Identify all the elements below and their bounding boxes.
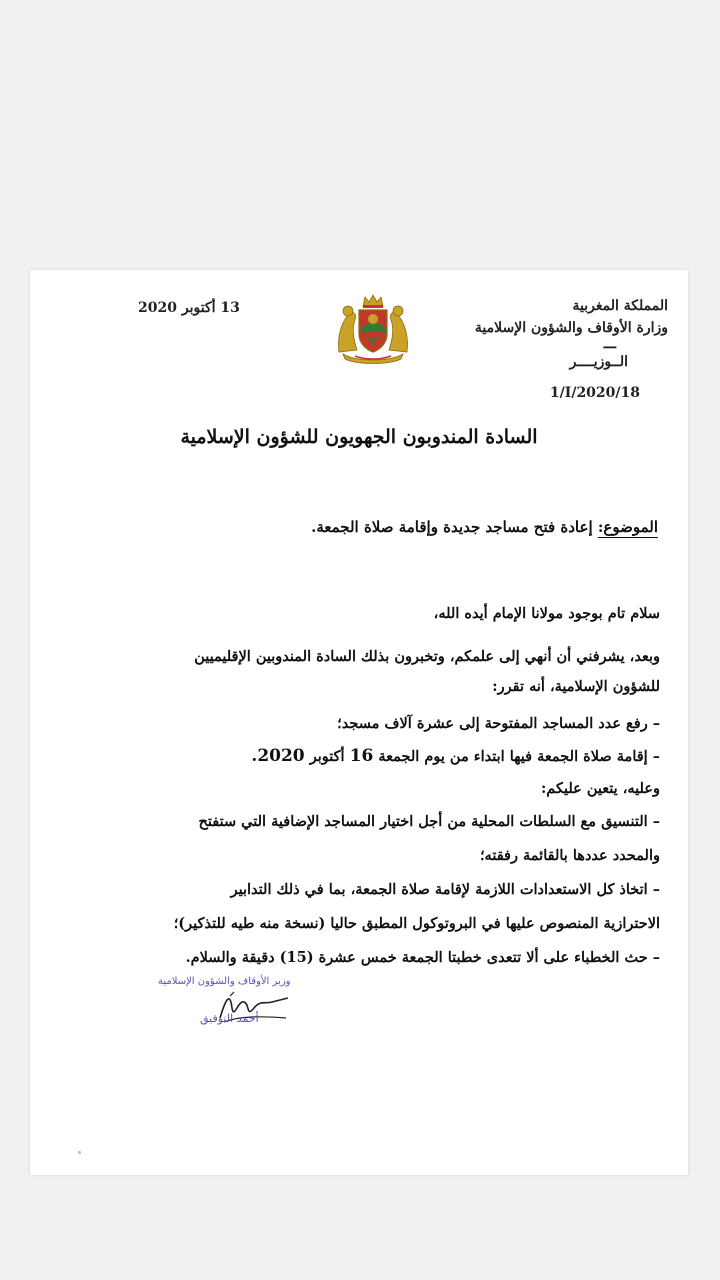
decision-1: – رفع عدد المساجد المفتوحة إلى عشرة آلاف مسجد؛ bbox=[337, 715, 660, 732]
intro-line-1: وبعد، يشرفني أن أنهي إلى علمكم، وتخبرون بذلك السادة المندوبين الإقليميين bbox=[194, 648, 660, 665]
subject-line bbox=[311, 518, 658, 536]
letter-date: 13 أكتوبر 2020 bbox=[138, 300, 240, 316]
moroccan-coat-of-arms-icon bbox=[333, 292, 413, 364]
signatory-name: أحمد التوفيق bbox=[200, 1012, 259, 1025]
task-3: – حث الخطباء على ألا تتعدى خطبتا الجمعة خمس عشرة (15) دقيقة والسلام. bbox=[185, 949, 660, 966]
decision-2-year: 2020. bbox=[251, 746, 305, 766]
signatory-title: وزير الأوقاف والشؤون الإسلامية bbox=[158, 976, 291, 987]
decision-2-day: 16 bbox=[349, 746, 374, 766]
minister-title: الــوزيــــر bbox=[569, 354, 628, 370]
task-1 bbox=[50, 805, 660, 873]
task-2-line-2: الاحترازية المنصوص عليها في البروتوكول المطبق حاليا (نسخة منه طيه للتذكير)؛ bbox=[173, 915, 660, 932]
paper-speck bbox=[78, 1151, 81, 1154]
decision-2 bbox=[50, 740, 660, 773]
task-1-line-1: – التنسيق مع السلطات المحلية من أجل اختيار المساجد الإضافية التي ستفتح bbox=[198, 813, 660, 830]
letter-body bbox=[50, 600, 660, 975]
therefore-line: وعليه، يتعين عليكم: bbox=[540, 780, 660, 797]
subject-label: الموضوع: bbox=[597, 518, 658, 536]
intro-line-2: للشؤون الإسلامية، أنه تقرر: bbox=[492, 678, 660, 695]
letter-page bbox=[30, 270, 688, 1175]
decision-2-text: – إقامة صلاة الجمعة فيها ابتداء من يوم الجمعة bbox=[378, 748, 660, 765]
letterhead bbox=[438, 295, 668, 401]
task-2 bbox=[50, 873, 660, 941]
letterhead-separator: ـــ bbox=[603, 336, 616, 352]
ministry-name: وزارة الأوقاف والشؤون الإسلامية bbox=[474, 320, 668, 336]
intro-paragraph bbox=[50, 642, 660, 702]
task-2-line-1: – اتخاذ كل الاستعدادات اللازمة لإقامة صلاة الجمعة، بما في ذلك التدابير bbox=[230, 881, 660, 898]
kingdom-name: المملكة المغربية bbox=[572, 298, 668, 314]
reference-number: 1/I/2020/18 bbox=[549, 385, 640, 401]
addressee-heading: السادة المندوبون الجهويون للشؤون الإسلامية bbox=[180, 426, 538, 448]
task-1-line-2: والمحدد عددها بالقائمة رفقته؛ bbox=[479, 847, 660, 864]
subject-text: إعادة فتح مساجد جديدة وإقامة صلاة الجمعة. bbox=[311, 518, 593, 536]
greeting: سلام تام بوجود مولانا الإمام أيده الله، bbox=[433, 605, 660, 622]
decision-2-month: أكتوبر bbox=[309, 748, 345, 765]
